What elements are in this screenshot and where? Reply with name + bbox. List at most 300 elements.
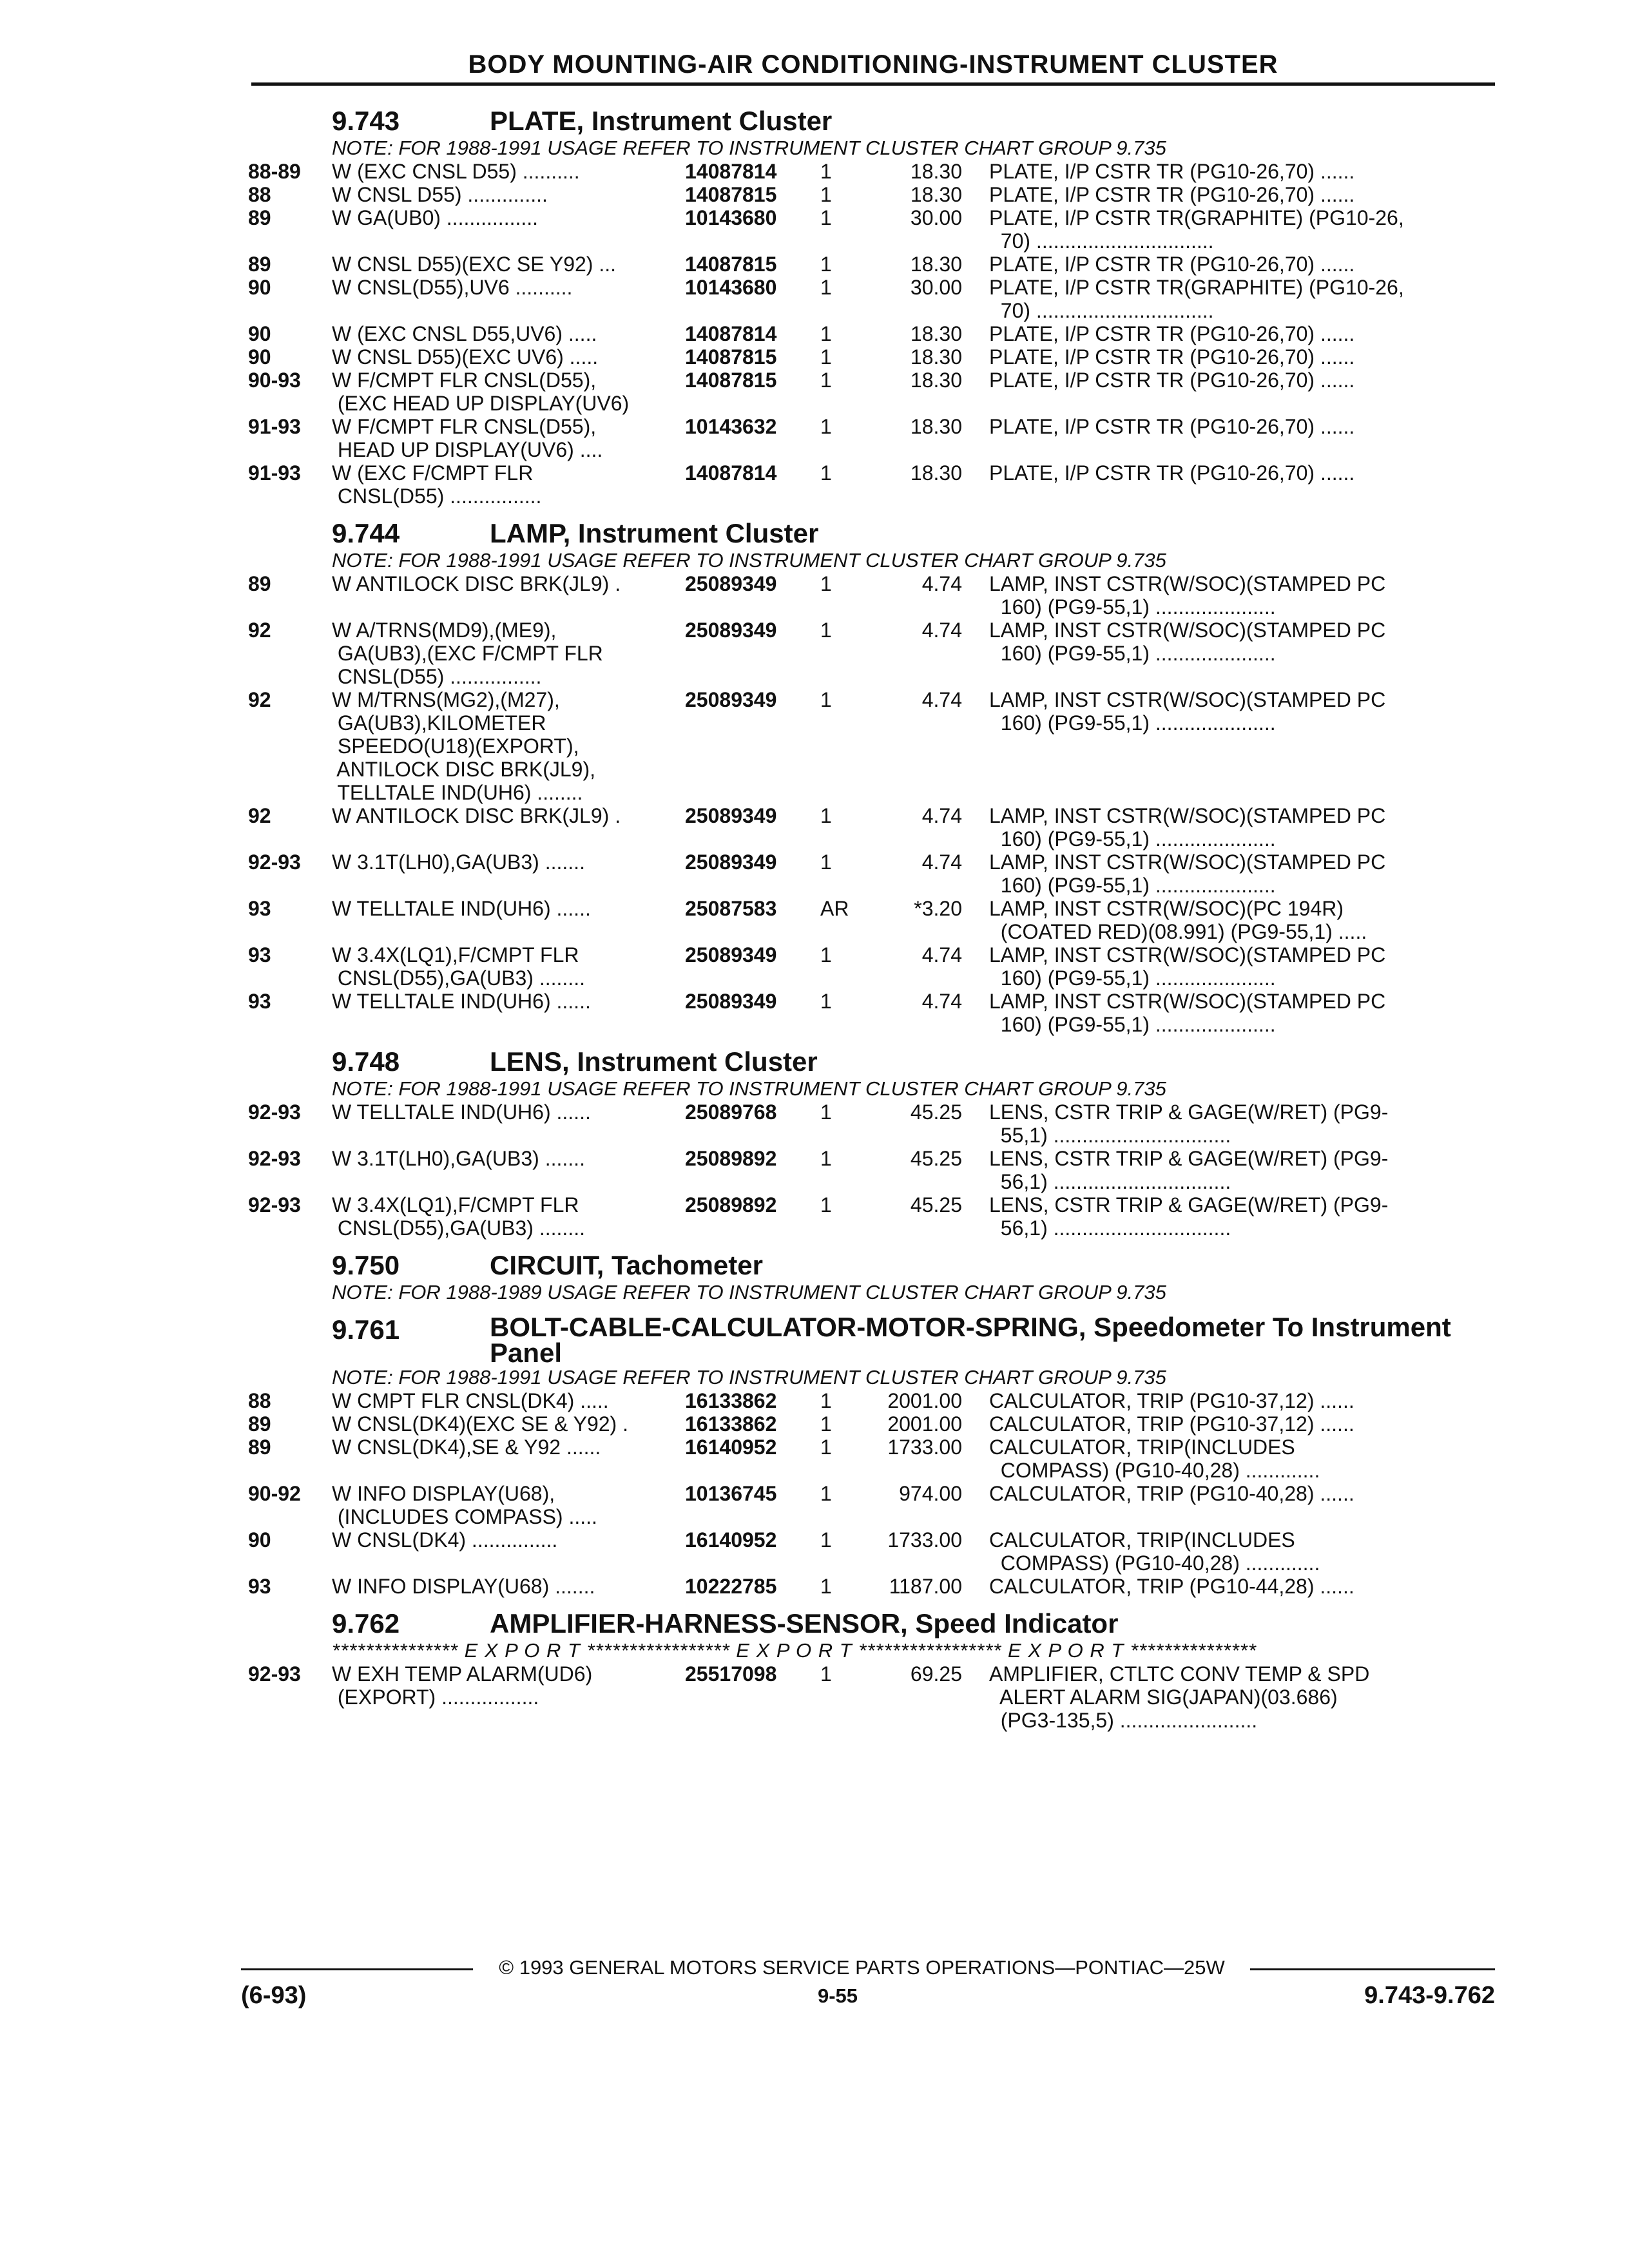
- part-description: [989, 322, 1505, 345]
- quantity: 1: [820, 1412, 832, 1436]
- footer-page-number: 9-55: [817, 1984, 858, 2007]
- price: 45.25: [910, 1147, 962, 1170]
- description-line: PLATE, I/P CSTR TR(GRAPHITE) (PG10-26,: [989, 276, 1404, 299]
- description-line: 160) (PG9-55,1) .....................: [989, 827, 1276, 850]
- usage-description: [332, 1528, 685, 1575]
- price: 18.30: [910, 415, 962, 438]
- description-line: 160) (PG9-55,1) .....................: [989, 711, 1276, 735]
- part-row: [248, 1482, 1505, 1528]
- quantity: 1: [820, 619, 832, 642]
- description-line: 55,1) ...............................: [989, 1124, 1231, 1147]
- usage-line: W GA(UB0) ................: [332, 206, 539, 229]
- group-section: [248, 518, 1505, 1036]
- usage-line: GA(UB3),KILOMETER: [332, 711, 546, 735]
- price: 18.30: [910, 160, 962, 183]
- description-line: LAMP, INST CSTR(W/SOC)(STAMPED PC: [989, 850, 1386, 874]
- group-heading: [248, 1314, 1505, 1366]
- part-number: 25089892: [685, 1147, 777, 1170]
- description-line: PLATE, I/P CSTR TR (PG10-26,70) ......: [989, 345, 1355, 369]
- usage-description: [332, 897, 685, 943]
- usage-line: W CNSL D55) ..............: [332, 183, 548, 206]
- usage-line: W 3.4X(LQ1),F/CMPT FLR: [332, 1193, 579, 1216]
- quantity: AR: [820, 897, 849, 920]
- description-line: PLATE, I/P CSTR TR (PG10-26,70) ......: [989, 461, 1355, 485]
- usage-description: [332, 345, 685, 369]
- footer-copyright: © 1993 GENERAL MOTORS SERVICE PARTS OPERATIONS—PONTIAC—25W: [499, 1956, 1225, 1979]
- model-year: 90: [248, 322, 271, 345]
- group-note: NOTE: FOR 1988-1989 USAGE REFER TO INSTRUMENT CLUSTER CHART GROUP 9.735: [332, 1281, 1166, 1303]
- model-year: 89: [248, 1412, 271, 1436]
- description-line: CALCULATOR, TRIP (PG10-37,12) ......: [989, 1389, 1354, 1412]
- part-number: 25089349: [685, 619, 777, 642]
- part-description: [989, 160, 1505, 183]
- part-row: [248, 1193, 1505, 1240]
- quantity: 1: [820, 461, 832, 485]
- page-header-title: BODY MOUNTING-AIR CONDITIONING-INSTRUMENT CLUSTER: [468, 50, 1278, 79]
- part-row: [248, 1436, 1505, 1482]
- usage-line: W CNSL(D55),UV6 ..........: [332, 276, 573, 299]
- part-row: [248, 804, 1505, 850]
- price: 4.74: [921, 850, 962, 874]
- quantity: 1: [820, 206, 832, 229]
- group-number: 9.750: [332, 1250, 400, 1280]
- usage-description: [332, 572, 685, 619]
- part-description: [989, 1147, 1505, 1193]
- part-description: [989, 253, 1505, 276]
- model-year: 90-93: [248, 369, 301, 392]
- part-number: 14087815: [685, 369, 777, 392]
- price: 18.30: [910, 345, 962, 369]
- part-number: 14087814: [685, 461, 777, 485]
- quantity: 1: [820, 1482, 832, 1505]
- model-year: 92-93: [248, 1100, 301, 1124]
- part-description: [989, 1193, 1505, 1240]
- part-row: [248, 1575, 1505, 1598]
- description-line: PLATE, I/P CSTR TR (PG10-26,70) ......: [989, 322, 1355, 345]
- usage-description: [332, 1436, 685, 1482]
- description-line: ALERT ALARM SIG(JAPAN)(03.686): [989, 1686, 1338, 1709]
- price: 2001.00: [887, 1389, 962, 1412]
- part-description: [989, 804, 1505, 850]
- part-description: [989, 943, 1505, 990]
- description-line: 56,1) ...............................: [989, 1170, 1231, 1193]
- part-number: 14087814: [685, 160, 777, 183]
- group-number: 9.762: [332, 1608, 400, 1639]
- usage-description: [332, 369, 685, 415]
- model-year: 92-93: [248, 850, 301, 874]
- description-line: PLATE, I/P CSTR TR (PG10-26,70) ......: [989, 415, 1355, 438]
- part-row: [248, 1389, 1505, 1412]
- part-description: [989, 1389, 1505, 1412]
- group-heading: [248, 1608, 1505, 1639]
- part-row: [248, 1100, 1505, 1147]
- part-row: [248, 1412, 1505, 1436]
- model-year: 89: [248, 572, 271, 595]
- price: 45.25: [910, 1193, 962, 1216]
- usage-line: W TELLTALE IND(UH6) ......: [332, 897, 591, 920]
- description-line: COMPASS) (PG10-40,28) .............: [989, 1552, 1320, 1575]
- part-description: [989, 990, 1505, 1036]
- group-section: [248, 106, 1505, 508]
- group-section: [248, 1250, 1505, 1304]
- description-line: PLATE, I/P CSTR TR (PG10-26,70) ......: [989, 183, 1355, 206]
- group-title: PLATE, Instrument Cluster: [490, 106, 833, 136]
- part-number: 25087583: [685, 897, 777, 920]
- price: 4.74: [921, 572, 962, 595]
- usage-description: [332, 461, 685, 508]
- price: 18.30: [910, 369, 962, 392]
- description-line: COMPASS) (PG10-40,28) .............: [989, 1459, 1320, 1482]
- usage-line: CNSL(D55),GA(UB3) ........: [332, 1216, 585, 1240]
- part-row: [248, 322, 1505, 345]
- price: 18.30: [910, 322, 962, 345]
- usage-description: [332, 804, 685, 850]
- group-title: LENS, Instrument Cluster: [490, 1046, 818, 1077]
- part-row: [248, 369, 1505, 415]
- part-number: 14087814: [685, 322, 777, 345]
- quantity: 1: [820, 1575, 832, 1598]
- usage-line: W CNSL(DK4)(EXC SE & Y92) .: [332, 1412, 628, 1436]
- usage-line: W F/CMPT FLR CNSL(D55),: [332, 415, 597, 438]
- part-number: 25089349: [685, 688, 777, 711]
- quantity: 1: [820, 415, 832, 438]
- usage-line: ANTILOCK DISC BRK(JL9),: [332, 758, 595, 781]
- group-number: 9.744: [332, 518, 400, 548]
- group-heading: [248, 518, 1505, 549]
- description-line: PLATE, I/P CSTR TR (PG10-26,70) ......: [989, 160, 1355, 183]
- price: 45.25: [910, 1100, 962, 1124]
- model-year: 93: [248, 897, 271, 920]
- group-title: CIRCUIT, Tachometer: [490, 1250, 763, 1280]
- usage-line: W 3.1T(LH0),GA(UB3) .......: [332, 1147, 585, 1170]
- description-line: LAMP, INST CSTR(W/SOC)(STAMPED PC: [989, 990, 1386, 1013]
- part-number: 14087815: [685, 253, 777, 276]
- usage-line: (EXC HEAD UP DISPLAY(UV6): [332, 392, 630, 415]
- model-year: 91-93: [248, 461, 301, 485]
- price: 1733.00: [887, 1436, 962, 1459]
- price: 4.74: [921, 990, 962, 1013]
- price: 4.74: [921, 688, 962, 711]
- price: 2001.00: [887, 1412, 962, 1436]
- usage-line: W CNSL D55)(EXC SE Y92) ...: [332, 253, 617, 276]
- model-year: 90: [248, 345, 271, 369]
- part-number: 14087815: [685, 183, 777, 206]
- part-number: 25089349: [685, 850, 777, 874]
- usage-line: GA(UB3),(EXC F/CMPT FLR: [332, 642, 603, 665]
- quantity: 1: [820, 322, 832, 345]
- footer-group-range: 9.743-9.762: [1364, 1982, 1495, 2009]
- price: 18.30: [910, 461, 962, 485]
- usage-line: W F/CMPT FLR CNSL(D55),: [332, 369, 597, 392]
- usage-line: W (EXC CNSL D55,UV6) .....: [332, 322, 597, 345]
- quantity: 1: [820, 850, 832, 874]
- model-year: 89: [248, 253, 271, 276]
- part-row: [248, 990, 1505, 1036]
- usage-description: [332, 943, 685, 990]
- usage-line: (INCLUDES COMPASS) .....: [332, 1505, 597, 1528]
- price: 30.00: [910, 206, 962, 229]
- usage-description: [332, 990, 685, 1036]
- description-line: PLATE, I/P CSTR TR(GRAPHITE) (PG10-26,: [989, 206, 1404, 229]
- price: 4.74: [921, 943, 962, 966]
- group-title: AMPLIFIER-HARNESS-SENSOR, Speed Indicator: [490, 1608, 1119, 1639]
- footer-date: (6-93): [241, 1982, 307, 2009]
- description-line: AMPLIFIER, CTLTC CONV TEMP & SPD: [989, 1662, 1370, 1686]
- usage-description: [332, 619, 685, 688]
- description-line: 160) (PG9-55,1) .....................: [989, 595, 1276, 619]
- part-row: [248, 897, 1505, 943]
- model-year: 90: [248, 1528, 271, 1552]
- group-number: 9.761: [332, 1314, 400, 1345]
- part-number: 16140952: [685, 1436, 777, 1459]
- group-section: [248, 1314, 1505, 1598]
- usage-line: SPEEDO(U18)(EXPORT),: [332, 735, 579, 758]
- usage-description: [332, 1100, 685, 1147]
- group-section: [248, 1046, 1505, 1240]
- group-heading: [248, 1250, 1505, 1281]
- price: 18.30: [910, 183, 962, 206]
- usage-description: [332, 322, 685, 345]
- part-row: [248, 160, 1505, 183]
- model-year: 92: [248, 619, 271, 642]
- part-description: [989, 345, 1505, 369]
- part-description: [989, 897, 1505, 943]
- part-number: 16133862: [685, 1389, 777, 1412]
- usage-line: W 3.1T(LH0),GA(UB3) .......: [332, 850, 585, 874]
- usage-line: W TELLTALE IND(UH6) ......: [332, 990, 591, 1013]
- usage-description: [332, 1412, 685, 1436]
- usage-description: [332, 1482, 685, 1528]
- description-line: 160) (PG9-55,1) .....................: [989, 642, 1276, 665]
- model-year: 93: [248, 1575, 271, 1598]
- quantity: 1: [820, 1662, 832, 1686]
- description-line: LAMP, INST CSTR(W/SOC)(STAMPED PC: [989, 943, 1386, 966]
- description-line: CALCULATOR, TRIP (PG10-44,28) ......: [989, 1575, 1354, 1598]
- usage-line: W INFO DISPLAY(U68),: [332, 1482, 555, 1505]
- quantity: 1: [820, 345, 832, 369]
- price: 974.00: [899, 1482, 962, 1505]
- group-heading: [248, 1046, 1505, 1077]
- usage-description: [332, 850, 685, 897]
- quantity: 1: [820, 253, 832, 276]
- price: *3.20: [914, 897, 962, 920]
- price: 69.25: [910, 1662, 962, 1686]
- usage-description: [332, 206, 685, 253]
- part-number: 10143632: [685, 415, 777, 438]
- usage-line: W M/TRNS(MG2),(M27),: [332, 688, 560, 711]
- usage-description: [332, 1193, 685, 1240]
- model-year: 88-89: [248, 160, 301, 183]
- header-rule: [251, 82, 1495, 86]
- part-row: [248, 206, 1505, 253]
- part-description: [989, 369, 1505, 415]
- quantity: 1: [820, 276, 832, 299]
- group-note: NOTE: FOR 1988-1991 USAGE REFER TO INSTRUMENT CLUSTER CHART GROUP 9.735: [332, 1077, 1166, 1100]
- part-row: [248, 1528, 1505, 1575]
- part-row: [248, 253, 1505, 276]
- model-year: 88: [248, 1389, 271, 1412]
- part-description: [989, 572, 1505, 619]
- quantity: 1: [820, 804, 832, 827]
- model-year: 92-93: [248, 1193, 301, 1216]
- group-note: NOTE: FOR 1988-1991 USAGE REFER TO INSTRUMENT CLUSTER CHART GROUP 9.735: [332, 137, 1166, 159]
- model-year: 93: [248, 990, 271, 1013]
- quantity: 1: [820, 990, 832, 1013]
- quantity: 1: [820, 1147, 832, 1170]
- usage-line: CNSL(D55) ................: [332, 665, 542, 688]
- usage-line: W CMPT FLR CNSL(DK4) .....: [332, 1389, 609, 1412]
- usage-line: W 3.4X(LQ1),F/CMPT FLR: [332, 943, 579, 966]
- price: 18.30: [910, 253, 962, 276]
- part-description: [989, 183, 1505, 206]
- part-description: [989, 1412, 1505, 1436]
- quantity: 1: [820, 572, 832, 595]
- group-note: NOTE: FOR 1988-1991 USAGE REFER TO INSTRUMENT CLUSTER CHART GROUP 9.735: [332, 549, 1166, 572]
- usage-description: [332, 160, 685, 183]
- group-number: 9.743: [332, 106, 400, 136]
- part-row: [248, 619, 1505, 688]
- part-description: [989, 1100, 1505, 1147]
- description-line: PLATE, I/P CSTR TR (PG10-26,70) ......: [989, 253, 1355, 276]
- part-number: 14087815: [685, 345, 777, 369]
- group-title: LAMP, Instrument Cluster: [490, 518, 819, 548]
- model-year: 92-93: [248, 1662, 301, 1686]
- quantity: 1: [820, 1193, 832, 1216]
- description-line: PLATE, I/P CSTR TR (PG10-26,70) ......: [989, 369, 1355, 392]
- part-row: [248, 183, 1505, 206]
- description-line: CALCULATOR, TRIP (PG10-37,12) ......: [989, 1412, 1354, 1436]
- usage-line: W ANTILOCK DISC BRK(JL9) .: [332, 572, 621, 595]
- quantity: 1: [820, 160, 832, 183]
- part-number: 25089349: [685, 804, 777, 827]
- group-note: NOTE: FOR 1988-1991 USAGE REFER TO INSTRUMENT CLUSTER CHART GROUP 9.735: [332, 1366, 1166, 1389]
- part-description: [989, 1575, 1505, 1598]
- description-line: 160) (PG9-55,1) .....................: [989, 874, 1276, 897]
- part-row: [248, 415, 1505, 461]
- usage-line: CNSL(D55) ................: [332, 485, 542, 508]
- price: 4.74: [921, 619, 962, 642]
- usage-description: [332, 415, 685, 461]
- description-line: LENS, CSTR TRIP & GAGE(W/RET) (PG9-: [989, 1100, 1389, 1124]
- footer-rule-right: [1250, 1968, 1495, 1970]
- model-year: 88: [248, 183, 271, 206]
- description-line: CALCULATOR, TRIP(INCLUDES: [989, 1528, 1295, 1552]
- quantity: 1: [820, 1389, 832, 1412]
- description-line: LAMP, INST CSTR(W/SOC)(STAMPED PC: [989, 572, 1386, 595]
- quantity: 1: [820, 943, 832, 966]
- usage-description: [332, 1575, 685, 1598]
- part-description: [989, 850, 1505, 897]
- part-row: [248, 688, 1505, 804]
- part-row: [248, 850, 1505, 897]
- model-year: 90: [248, 276, 271, 299]
- usage-description: [332, 276, 685, 322]
- model-year: 93: [248, 943, 271, 966]
- part-description: [989, 1662, 1505, 1732]
- part-number: 25089349: [685, 572, 777, 595]
- quantity: 1: [820, 688, 832, 711]
- part-number: 25089349: [685, 990, 777, 1013]
- description-line: LAMP, INST CSTR(W/SOC)(STAMPED PC: [989, 804, 1386, 827]
- quantity: 1: [820, 1436, 832, 1459]
- quantity: 1: [820, 1100, 832, 1124]
- group-title: BOLT-CABLE-CALCULATOR-MOTOR-SPRING, Speedometer To Instrument Panel: [490, 1312, 1451, 1368]
- quantity: 1: [820, 183, 832, 206]
- model-year: 92-93: [248, 1147, 301, 1170]
- usage-line: W (EXC CNSL D55) ..........: [332, 160, 580, 183]
- usage-line: HEAD UP DISPLAY(UV6) ....: [332, 438, 603, 461]
- part-row: [248, 1147, 1505, 1193]
- part-number: 25517098: [685, 1662, 777, 1686]
- footer-rule-left: [241, 1968, 473, 1970]
- part-description: [989, 1528, 1505, 1575]
- description-line: 160) (PG9-55,1) .....................: [989, 966, 1276, 990]
- part-row: [248, 345, 1505, 369]
- export-banner: *************** E X P O R T ***************** E X P O R T ***************** E X P O R T ***************: [332, 1639, 1257, 1662]
- model-year: 91-93: [248, 415, 301, 438]
- part-description: [989, 1436, 1505, 1482]
- model-year: 89: [248, 1436, 271, 1459]
- usage-line: W A/TRNS(MD9),(ME9),: [332, 619, 557, 642]
- part-description: [989, 1482, 1505, 1528]
- part-number: 10143680: [685, 206, 777, 229]
- price: 1733.00: [887, 1528, 962, 1552]
- description-line: 56,1) ...............................: [989, 1216, 1231, 1240]
- description-line: LAMP, INST CSTR(W/SOC)(PC 194R): [989, 897, 1344, 920]
- part-row: [248, 1662, 1505, 1732]
- description-line: LENS, CSTR TRIP & GAGE(W/RET) (PG9-: [989, 1147, 1389, 1170]
- part-number: 16133862: [685, 1412, 777, 1436]
- description-line: LAMP, INST CSTR(W/SOC)(STAMPED PC: [989, 619, 1386, 642]
- usage-description: [332, 253, 685, 276]
- part-description: [989, 461, 1505, 508]
- usage-description: [332, 1662, 685, 1732]
- model-year: 89: [248, 206, 271, 229]
- model-year: 92: [248, 688, 271, 711]
- part-row: [248, 461, 1505, 508]
- part-row: [248, 943, 1505, 990]
- description-line: LAMP, INST CSTR(W/SOC)(STAMPED PC: [989, 688, 1386, 711]
- part-description: [989, 206, 1505, 253]
- model-year: 90-92: [248, 1482, 301, 1505]
- parts-listing: [248, 95, 1505, 1732]
- description-line: (COATED RED)(08.991) (PG9-55,1) .....: [989, 920, 1367, 943]
- usage-line: W (EXC F/CMPT FLR: [332, 461, 534, 485]
- usage-line: W CNSL(DK4) ...............: [332, 1528, 558, 1552]
- group-section: [248, 1608, 1505, 1732]
- usage-description: [332, 1389, 685, 1412]
- usage-line: W INFO DISPLAY(U68) .......: [332, 1575, 595, 1598]
- description-line: LENS, CSTR TRIP & GAGE(W/RET) (PG9-: [989, 1193, 1389, 1216]
- model-year: 92: [248, 804, 271, 827]
- usage-line: W EXH TEMP ALARM(UD6): [332, 1662, 593, 1686]
- part-description: [989, 619, 1505, 688]
- price: 30.00: [910, 276, 962, 299]
- usage-line: W ANTILOCK DISC BRK(JL9) .: [332, 804, 621, 827]
- description-line: 160) (PG9-55,1) .....................: [989, 1013, 1276, 1036]
- part-description: [989, 688, 1505, 804]
- description-line: CALCULATOR, TRIP (PG10-40,28) ......: [989, 1482, 1354, 1505]
- price: 1187.00: [889, 1575, 962, 1598]
- usage-line: CNSL(D55),GA(UB3) ........: [332, 966, 585, 990]
- usage-description: [332, 688, 685, 804]
- part-number: 10136745: [685, 1482, 777, 1505]
- part-number: 25089349: [685, 943, 777, 966]
- price: 4.74: [921, 804, 962, 827]
- usage-line: W CNSL(DK4),SE & Y92 ......: [332, 1436, 601, 1459]
- usage-line: W CNSL D55)(EXC UV6) .....: [332, 345, 599, 369]
- part-number: 25089892: [685, 1193, 777, 1216]
